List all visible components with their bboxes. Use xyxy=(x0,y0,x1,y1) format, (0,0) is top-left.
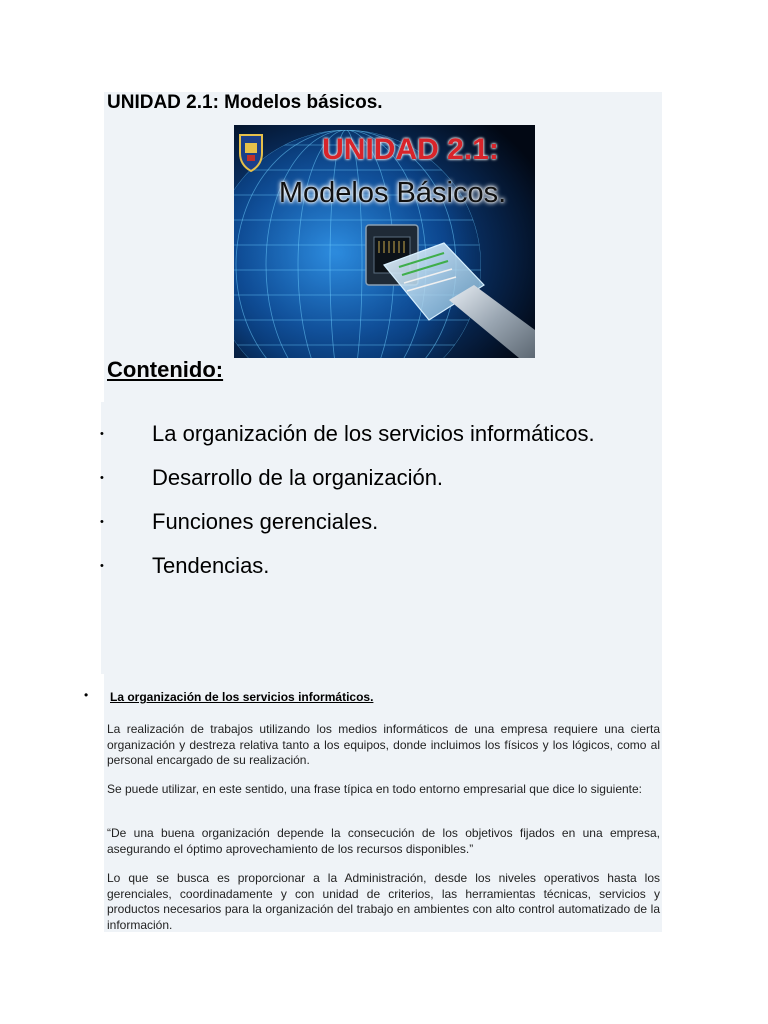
bullet-icon: • xyxy=(100,472,104,484)
hero-title-line2: Modelos Básicos. xyxy=(278,177,507,209)
quote-paragraph: “De una buena organización depende la consecución de los objetivos fijados en una empresa, asegurando el óptimo aprovechamiento de los recursos disponibles.” xyxy=(107,826,660,856)
paragraph: Se puede utilizar, en este sentido, una frase típica en todo entorno empresarial que dice lo siguiente: xyxy=(107,782,643,796)
hero-title-line1: UNIDAD 2.1: xyxy=(322,133,499,166)
paragraph: La realización de trabajos utilizando los medios informáticos de una empresa requiere una cierta organización y destreza relativa tanto a los equipos, donde incluimos los físicos y los lógicos, como al personal encargado de su realización. xyxy=(107,722,660,767)
bullet-icon: • xyxy=(100,428,104,440)
hero-image xyxy=(234,125,535,358)
paragraph: Lo que se busca es proporcionar a la Administración, desde los niveles operativos hasta los gerenciales, coordinadamente y con unidad de criterios, las herramientas técnicas, servicios y productos necesarios para la organización del trabajo en ambientes con alto control automatizado de la información. xyxy=(107,871,660,932)
section-heading: La organización de los servicios informáticos. xyxy=(110,690,374,704)
contents-heading: Contenido: xyxy=(107,357,224,382)
bullet-icon: • xyxy=(84,688,89,702)
bullet-icon: • xyxy=(100,516,104,528)
bullet-icon: • xyxy=(100,560,104,572)
document-title: UNIDAD 2.1: Modelos básicos. xyxy=(107,92,383,113)
